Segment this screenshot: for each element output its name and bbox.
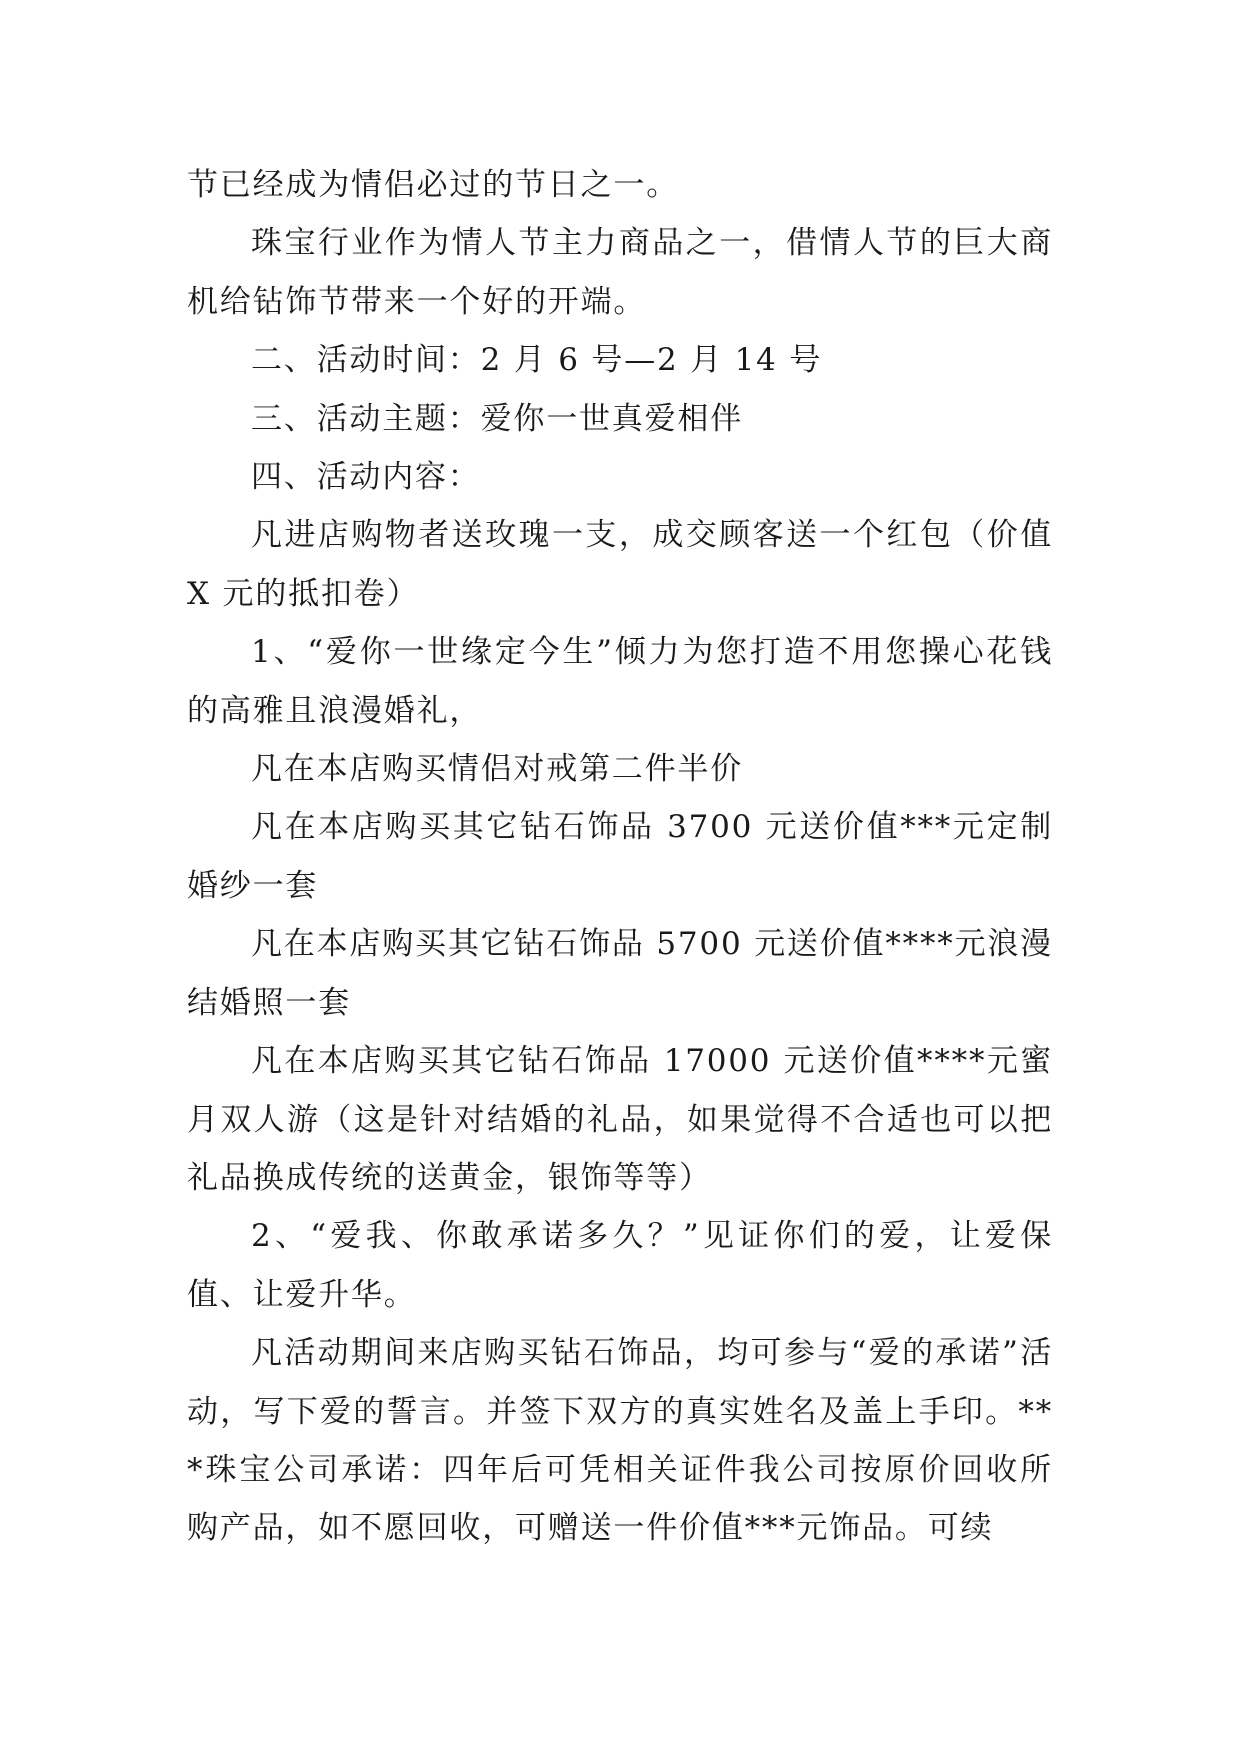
item-1-heading: 1、“爱你一世缘定今生”倾力为您打造不用您操心花钱的高雅且浪漫婚礼， <box>187 634 1053 729</box>
paragraph-background: 珠宝行业作为情人节主力商品之一，借情人节的巨大商机给钻饰节带来一个好的开端。 <box>187 225 1053 320</box>
offer-5700: 凡在本店购买其它钻石饰品 5700 元送价值****元浪漫结婚照一套 <box>187 926 1053 1021</box>
offer-couple-rings: 凡在本店购买情侣对戒第二件半价 <box>251 751 743 788</box>
offer-3700: 凡在本店购买其它钻石饰品 3700 元送价值***元定制婚纱一套 <box>187 809 1053 904</box>
section-activity-theme: 三、活动主题：爱你一世真爱相伴 <box>251 400 743 437</box>
offer-17000: 凡在本店购买其它钻石饰品 17000 元送价值****元蜜月双人游（这是针对结婚的礼品，如果觉得不合适也可以把礼品换成传统的送黄金，银饰等等） <box>187 1043 1053 1196</box>
section-activity-content: 四、活动内容： <box>251 459 481 496</box>
document-body <box>187 156 1053 1558</box>
paragraph-love-promise: 凡活动期间来店购买钻石饰品，均可参与“爱的承诺”活动，写下爱的誓言。并签下双方的真实姓名及盖上手印。***珠宝公司承诺：四年后可凭相关证件我公司按原价回收所购产品，如不愿回收，可赠送一件价值***元饰品。可续 <box>187 1335 1053 1547</box>
item-2-heading: 2、“爱我、你敢承诺多久？”见证你们的爱，让爱保值、让爱升华。 <box>187 1218 1053 1313</box>
paragraph-rose-gift: 凡进店购物者送玫瑰一支，成交顾客送一个红包（价值 X 元的抵扣卷） <box>187 517 1053 612</box>
paragraph-continuation: 节已经成为情侣必过的节日之一。 <box>187 167 679 203</box>
section-activity-time: 二、活动时间：2 月 6 号—2 月 14 号 <box>251 342 823 379</box>
